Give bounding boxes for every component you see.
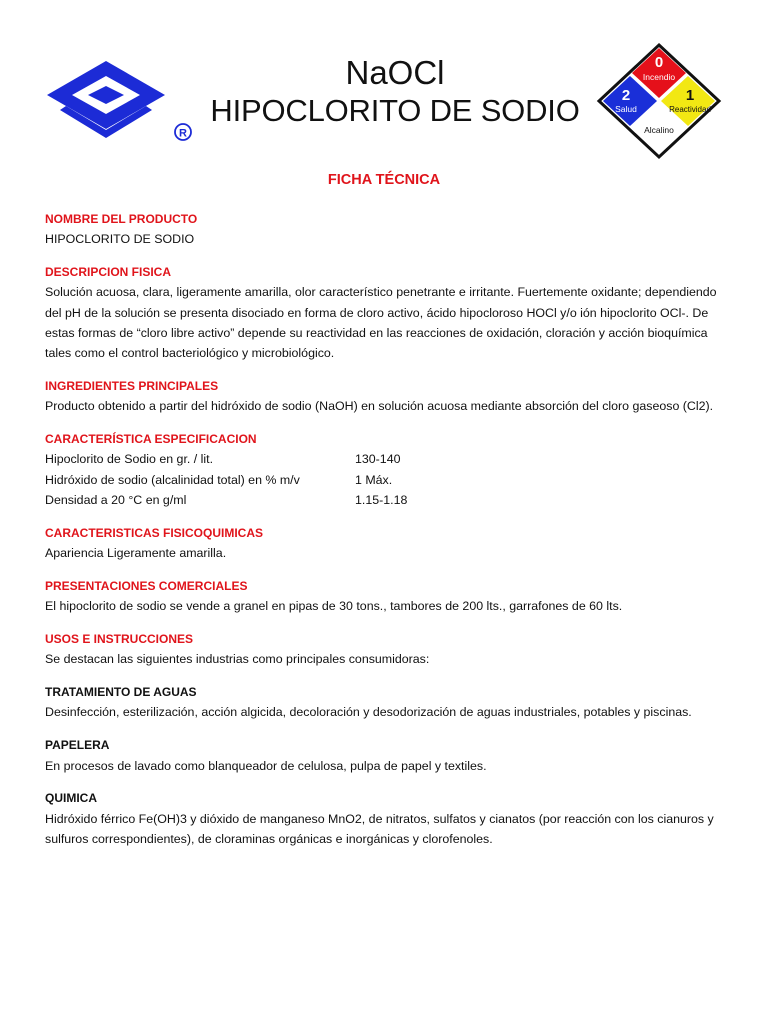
section-presentations: [45, 576, 735, 617]
company-logo: [44, 58, 196, 144]
section-product-name: [45, 209, 735, 250]
spec-label: Densidad a 20 °C en g/ml: [45, 493, 187, 508]
spec-row: [45, 470, 735, 490]
nfpa-reactivity-value: 1: [685, 87, 695, 104]
chemical-formula: NaOCl: [345, 54, 445, 91]
section-heading: PRESENTACIONES COMERCIALES: [45, 578, 248, 593]
section-text: Solución acuosa, clara, ligeramente amarilla, olor característico penetrante e irritante. Fuertemente oxidante; dependiendo del pH de la solución se presenta disociado en forma de cloro activo, ácido hipocloroso HOCl y/o ión hipoclorito OCl-. De estas formas de “cloro libre activo” depende su reactividad en las reacciones de oxidación, cloración y acción bioquímica tales como el control bacteriológico y microbiológico.: [45, 285, 717, 361]
spec-value: 130-140: [355, 452, 401, 467]
section-text: HIPOCLORITO DE SODIO: [45, 232, 195, 247]
section-water-treatment: [45, 682, 735, 723]
subsection-heading: QUIMICA: [45, 791, 97, 806]
spec-value: 1.15-1.18: [355, 493, 408, 508]
page-title: [200, 54, 590, 130]
nfpa-special-label: Alcalino: [644, 125, 674, 135]
section-paper: [45, 735, 735, 776]
section-text: En procesos de lavado como blanqueador de celulosa, pulpa de papel y textiles.: [45, 758, 487, 773]
section-heading: USOS E INSTRUCCIONES: [45, 632, 194, 647]
section-specifications: [45, 429, 735, 510]
section-text: El hipoclorito de sodio se vende a granel en pipas de 30 tons., tambores de 200 lts., garrafones de 60 lts.: [45, 599, 623, 614]
section-ingredients: [45, 376, 735, 417]
document-title: FICHA TÉCNICA: [327, 172, 441, 188]
subsection-heading: TRATAMIENTO DE AGUAS: [45, 685, 197, 700]
section-uses: [45, 629, 735, 670]
section-text: Apariencia Ligeramente amarilla.: [45, 546, 227, 561]
nfpa-health-label: Salud: [615, 104, 637, 114]
nfpa-fire-value: 0: [654, 54, 664, 71]
chemical-name: HIPOCLORITO DE SODIO: [210, 93, 580, 128]
spec-label: Hipoclorito de Sodio en gr. / lit.: [45, 452, 214, 467]
section-chemistry: [45, 788, 735, 849]
section-text: Hidróxido férrico Fe(OH)3 y dióxido de manganeso MnO2, de nitratos, sulfatos y cianatos (por reacción con los cianuros y sulfuros correspondientes), de cloraminas orgánicas e inorgánicas y clorofenoles.: [45, 811, 714, 846]
section-text: Producto obtenido a partir del hidróxido de sodio (NaOH) en solución acuosa mediante absorción del cloro gaseoso (Cl2).: [45, 399, 714, 414]
nfpa-health-value: 2: [621, 87, 631, 104]
section-heading: DESCRIPCION FISICA: [45, 265, 172, 280]
section-heading: CARACTERÍSTICA ESPECIFICACION: [45, 432, 257, 447]
section-text: Se destacan las siguientes industrias como principales consumidoras:: [45, 652, 430, 667]
section-physical-description: [45, 262, 735, 363]
spec-label: Hidróxido de sodio (alcalinidad total) en % m/v: [45, 472, 300, 487]
nfpa-diamond-icon: [596, 42, 722, 160]
nfpa-reactivity-label: Reactividad: [669, 105, 711, 114]
section-physchem: [45, 523, 735, 564]
section-heading: NOMBRE DEL PRODUCTO: [45, 212, 198, 226]
svg-text:R: R: [179, 127, 187, 140]
subsection-heading: PAPELERA: [45, 738, 110, 753]
spec-row: [45, 449, 735, 469]
section-heading: CARACTERISTICAS FISICOQUIMICAS: [45, 525, 264, 540]
spec-row: [45, 490, 735, 510]
section-text: Desinfección, esterilización, acción algicida, decoloración y desodorización de aguas industriales, potables y piscinas.: [45, 705, 692, 720]
spec-value: 1 Máx.: [355, 472, 393, 487]
document-body: [45, 209, 735, 862]
nfpa-fire-label: Incendio: [642, 72, 676, 82]
section-heading: INGREDIENTES PRINCIPALES: [45, 379, 219, 394]
